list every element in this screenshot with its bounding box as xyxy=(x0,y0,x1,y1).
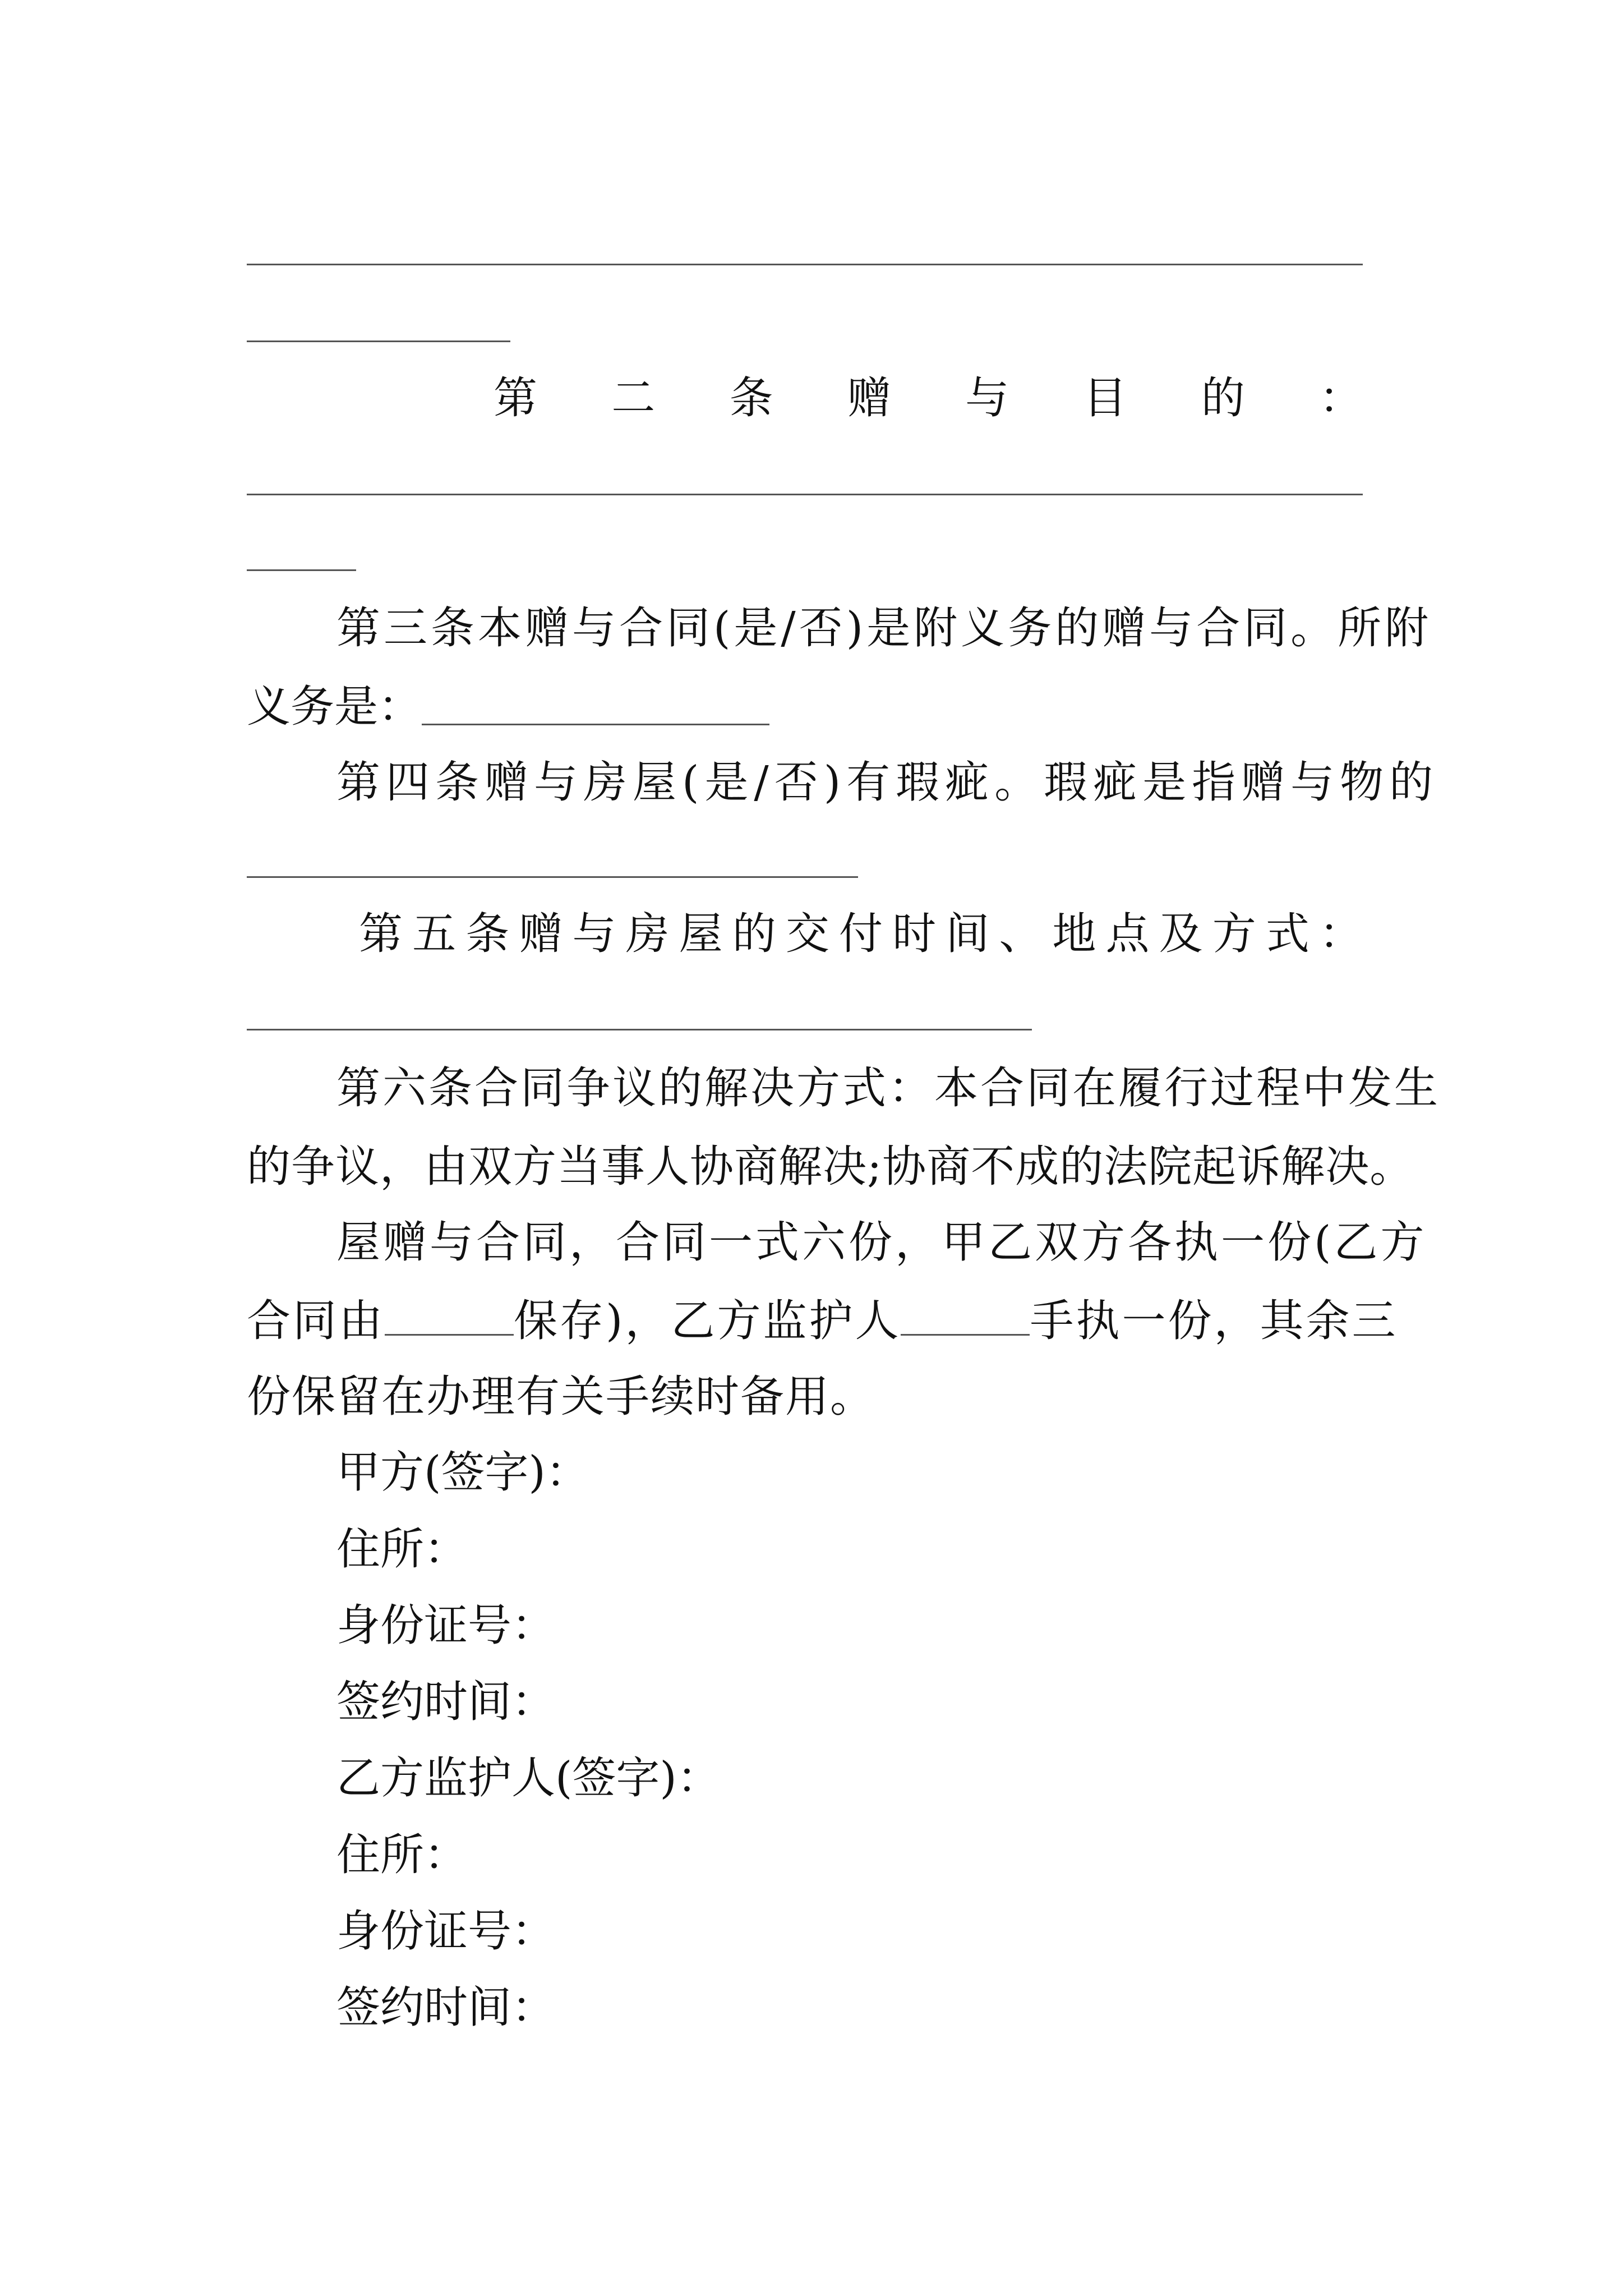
article-5-char: 五 xyxy=(412,909,457,959)
article-5-char: 交 xyxy=(785,909,829,959)
blank-rule xyxy=(247,341,510,342)
article-3-line-1: 第三条本赠与合同(是/否)是附义务的赠与合同。所附 xyxy=(336,603,1432,654)
article-5-char: 屋 xyxy=(679,909,723,959)
copies-line-2-b: 保存)，乙方监护人 xyxy=(514,1296,901,1346)
article-5-char: 房 xyxy=(625,909,670,959)
article-5-heading xyxy=(359,906,1363,962)
article-5-char: 时 xyxy=(892,909,937,959)
article-5-char: 及 xyxy=(1159,909,1203,959)
party-a-address-label: 住所： xyxy=(336,1524,468,1575)
custodian-blank[interactable] xyxy=(385,1295,514,1336)
party-b-date-label: 签约时间： xyxy=(336,1982,556,2033)
party-a-date-label: 签约时间： xyxy=(336,1677,556,1727)
delivery-blank[interactable] xyxy=(247,1029,1032,1030)
copies-line-2-c: 手执一份，其余三 xyxy=(1030,1296,1398,1346)
article-2-char: 二 xyxy=(611,373,656,424)
article-5-char: 点 xyxy=(1105,909,1150,959)
article-2-char: 的 xyxy=(1201,373,1245,424)
blank-rule xyxy=(247,264,1363,265)
party-a-signature-label: 甲方(签字)： xyxy=(336,1447,589,1498)
blank-rule xyxy=(247,494,1363,495)
article-5-char: 间 xyxy=(946,909,990,959)
article-6-line-1: 第六条合同争议的解决方式：本合同在履行过程中发生 xyxy=(336,1063,1441,1114)
guardian-blank[interactable] xyxy=(901,1295,1030,1336)
article-5-char: 式 xyxy=(1265,909,1310,959)
party-b-address-label: 住所： xyxy=(336,1830,468,1880)
copies-line-2-a: 合同由 xyxy=(247,1296,385,1346)
article-2-char: ： xyxy=(1318,373,1363,424)
blank-rule xyxy=(247,569,356,571)
article-6-line-2: 的争议，由双方当事人协商解决;协商不成的法院起诉解决。 xyxy=(247,1142,1414,1192)
article-2-heading xyxy=(494,370,1363,426)
article-5-char: 赠 xyxy=(519,909,563,959)
article-3-obligation-label: 义务是： xyxy=(247,682,422,732)
party-b-id-label: 身份证号： xyxy=(336,1906,556,1957)
article-5-char: 第 xyxy=(359,909,403,959)
copies-line-1: 屋赠与合同，合同一式六份，甲乙双方各执一份(乙方 xyxy=(336,1217,1427,1268)
article-5-char: 方 xyxy=(1212,909,1256,959)
article-5-char: 条 xyxy=(465,909,510,959)
article-2-char: 条 xyxy=(729,373,773,424)
article-5-char: 地 xyxy=(1052,909,1096,959)
copies-line-3: 份保留在办理有关手续时备用。 xyxy=(247,1372,875,1422)
article-5-char: 、 xyxy=(999,909,1043,959)
article-2-char: 第 xyxy=(494,373,538,424)
party-a-id-label: 身份证号： xyxy=(336,1600,556,1651)
article-5-char: ： xyxy=(1318,909,1363,959)
article-5-char: 与 xyxy=(572,909,616,959)
article-2-char: 赠 xyxy=(847,373,891,424)
article-2-char: 与 xyxy=(965,373,1009,424)
article-4-line-1: 第四条赠与房屋(是/否)有瑕疵。瑕疵是指赠与物的 xyxy=(336,757,1439,808)
article-2-char: 目 xyxy=(1083,373,1127,424)
article-3-line-2 xyxy=(247,679,422,735)
defect-blank[interactable] xyxy=(247,876,858,878)
party-b-signature-label: 乙方监护人(签字)： xyxy=(336,1753,721,1803)
obligation-blank[interactable] xyxy=(422,724,769,725)
article-5-char: 的 xyxy=(732,909,776,959)
copies-line-2 xyxy=(247,1293,1398,1349)
article-5-char: 付 xyxy=(838,909,883,959)
